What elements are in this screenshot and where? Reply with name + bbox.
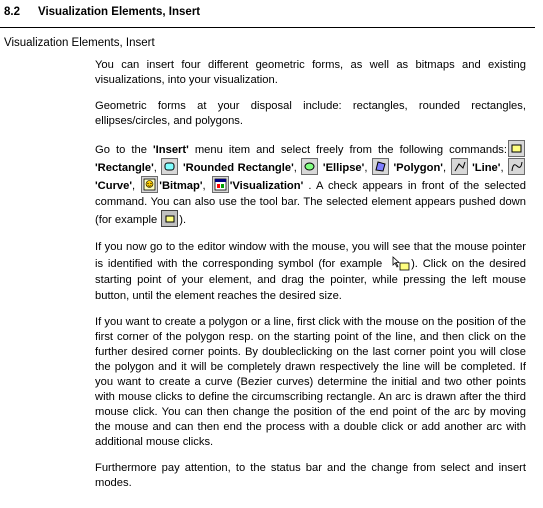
section-heading (4, 6, 534, 18)
text-run: , (364, 162, 368, 174)
paragraph-status-bar: Furthermore pay attention, to the status bar and the change from select and insert modes. (95, 462, 526, 489)
text-run: , (153, 162, 157, 174)
ellipse-tool-icon (301, 158, 318, 175)
curve-tool-icon (508, 158, 525, 175)
insert-menu-label: 'Insert' (153, 144, 189, 156)
rectangle-tool-icon (508, 140, 525, 157)
polygon-command: 'Polygon' (393, 162, 443, 174)
bitmap-tool-icon (141, 176, 158, 193)
subsection-title: Visualization Elements, Insert (4, 37, 155, 49)
text-run: ). Click on the desired starting point of your element, and drag the pointer, while pressing the left mouse button, until the element reaches the desired size. (95, 258, 526, 302)
text-run: , (132, 180, 136, 192)
curve-command: 'Curve' (95, 180, 133, 192)
ellipse-command: 'Ellipse' (322, 162, 365, 174)
text-run: . A check appears in front of the selected command. You can also use the tool bar. The selected element appears pushed down (for example (95, 180, 527, 226)
bitmap-command: 'Bitmap' (159, 180, 203, 192)
pressed-rectangle-tool-icon (161, 210, 178, 227)
heading-rule (0, 27, 535, 28)
text-run: , (293, 162, 297, 174)
text-run: menu item and select freely from the following commands: (188, 144, 507, 156)
paragraph-mouse-pointer (95, 239, 526, 304)
paragraph-polygon-line: If you want to create a polygon or a line, first click with the mouse on the position of the first corner of the polygon resp. on the starting point of the line, and then click on the further desired corner points. By doubleclicking on the last corner point you will close the polygon and it will be completely drawn respectively the line will be completed. If you want to create a curve (Bezier curves) determine the initial and two other points with mouse clicks to define the circumscribing rectangle. An arc is drawn after the third mouse click. You can then change the position of the end point of the arc by moving the mouse and can then end the process with a double click or add another arc with additional mouse clicks. (95, 316, 526, 448)
body-text (95, 58, 526, 502)
rounded-rectangle-command: 'Rounded Rectangle' (182, 162, 294, 174)
line-tool-icon (451, 158, 468, 175)
paragraph-intro: You can insert four different geometric forms, as well as bitmaps and existing visualizations, into your visualization. (95, 59, 526, 86)
text-run: , (500, 162, 504, 174)
visualization-command: 'Visualization' (229, 180, 304, 192)
section-title: Visualization Elements, Insert (38, 6, 201, 18)
text-run: , (202, 180, 206, 192)
text-run: Go to the (95, 144, 153, 156)
paragraph-insert-commands (95, 140, 526, 228)
text-run: If you now go to the editor window with the mouse, you will see that the mouse pointer is identified with the corresponding symbol (for example (95, 241, 526, 270)
line-command: 'Line' (472, 162, 501, 174)
paragraph-geometric-forms: Geometric forms at your disposal include: rectangles, rounded rectangles, ellipses/circles, and polygons. (95, 100, 526, 127)
rectangle-command: 'Rectangle' (95, 162, 154, 174)
rounded-rectangle-tool-icon (161, 158, 178, 175)
rectangle-cursor-icon (388, 255, 410, 271)
section-number: 8.2 (4, 6, 20, 18)
text-run: , (442, 162, 447, 174)
text-run: ). (179, 214, 187, 226)
polygon-tool-icon (372, 158, 389, 175)
visualization-tool-icon (212, 176, 229, 193)
